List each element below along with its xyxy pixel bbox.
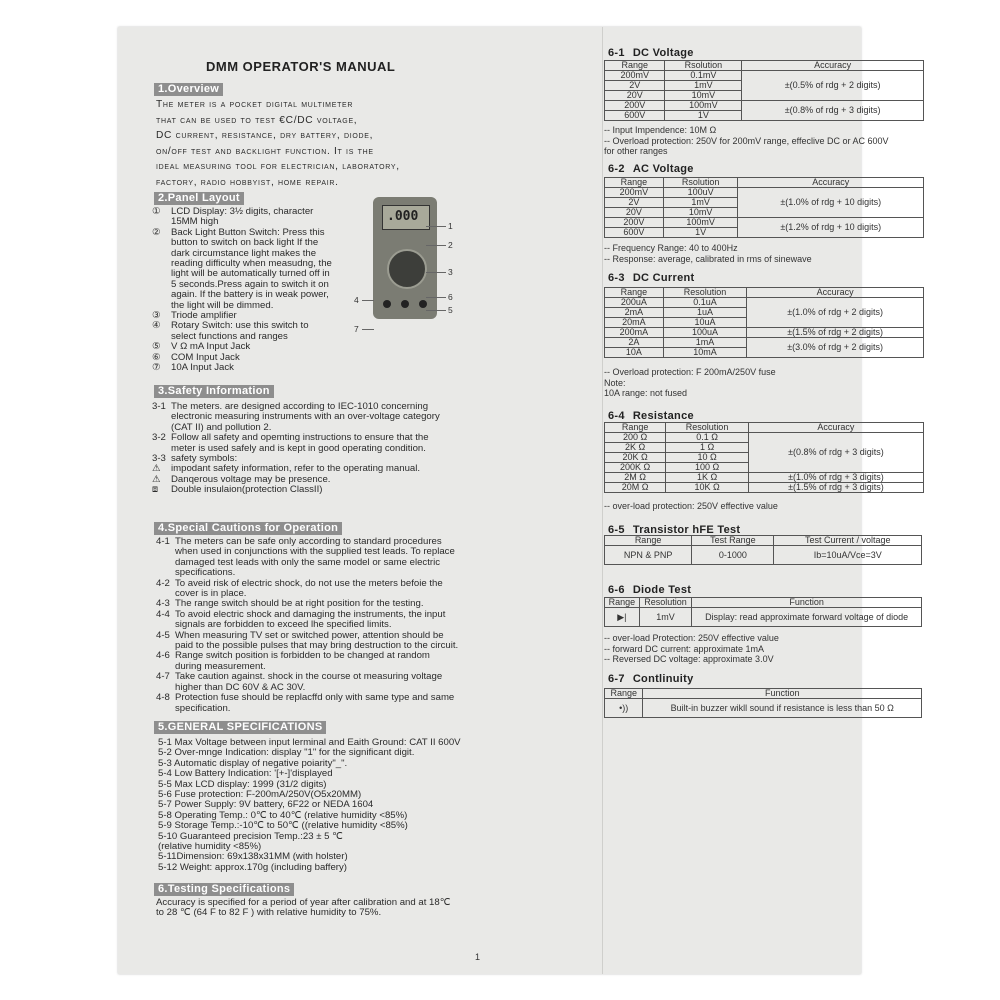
ac-voltage-heading: 6-2 AC Voltage: [608, 163, 694, 175]
note-line: 10A range: not fused: [604, 388, 688, 398]
safety-item-text: (CAT II) and pollution 2.: [171, 421, 272, 433]
panel-item-text: COM Input Jack: [171, 351, 240, 363]
range-cell: 20K Ω: [605, 453, 666, 463]
accuracy-cell: ±(0.8% of rdg + 3 digits): [748, 433, 923, 473]
safety-item: [152, 485, 497, 495]
resolution-cell: 0.1uA: [663, 298, 746, 308]
resolution-cell: 1 Ω: [666, 443, 749, 453]
safety-item-number: 3-1: [152, 401, 166, 412]
caution-item-text: Range switch position is forbidden to be changed at random: [175, 650, 430, 662]
column-header: Range: [605, 288, 664, 298]
table-header-row: [605, 689, 922, 699]
jack-icon: [401, 300, 409, 308]
range-cell: 600V: [605, 228, 664, 238]
resolution-cell: 10K Ω: [666, 483, 749, 493]
callout-line: [426, 310, 446, 311]
jack-icon: [383, 300, 391, 308]
range-cell: 2mA: [605, 308, 664, 318]
caution-item-number: 4-5: [156, 629, 170, 641]
general-spec-line: 5-6 Fuse protection: F-200mA/250V(O5x20MM): [158, 789, 362, 801]
table-cell: 1mV: [639, 608, 691, 627]
panel-item-number: ③: [152, 310, 161, 322]
general-spec-line: 5-5 Max LCD display: 1999 (31/2 digits): [158, 778, 327, 790]
panel-item-text: 5 seconds.Press again to switch it on: [171, 278, 329, 290]
callout-line: [426, 226, 446, 227]
panel-item: [152, 321, 367, 342]
continuity-table: [604, 688, 922, 718]
panel-item-number: ①: [152, 206, 161, 217]
dc-current-heading: 6-3 DC Current: [608, 272, 695, 284]
callout-line: [426, 245, 446, 246]
column-header: Range: [605, 178, 664, 188]
dc-voltage-heading: 6-1 DC Voltage: [608, 47, 694, 59]
general-spec-line: (relative humidity <85%): [158, 841, 262, 853]
accuracy-cell: ±(1.0% of rdg + 10 digits): [738, 188, 924, 218]
column-header: Test Current / voltage: [774, 536, 922, 546]
resolution-cell: 10 Ω: [666, 453, 749, 463]
resolution-cell: 100uV: [663, 188, 738, 198]
overview-line: on/off test and backlight function. It is the: [156, 145, 374, 157]
dc-voltage-table: [604, 60, 924, 121]
caution-item-number: 4-1: [156, 536, 170, 547]
table-cell: •)): [605, 699, 643, 718]
column-header: Rsolution: [665, 61, 742, 71]
caution-item: [156, 631, 501, 652]
safety-item-text: Danqerous voltage may be presence.: [171, 473, 331, 485]
overview-text: [156, 97, 486, 190]
caution-item-number: 4-7: [156, 671, 170, 683]
page-fold: [602, 27, 603, 974]
column-header: Function: [643, 689, 922, 699]
panel-item-text: the light will be dimmed.: [171, 299, 274, 311]
resistance-heading: 6-4 Resistance: [608, 410, 694, 422]
range-cell: 200 Ω: [605, 433, 666, 443]
table-cell: NPN & PNP: [605, 546, 692, 565]
caution-item-text: damaged test leads with only the same model or same electric: [175, 556, 441, 568]
caution-item-text: To avoid electric shock and damaging the instruments, the input: [175, 608, 446, 620]
table-row: [605, 338, 924, 348]
caution-item-text: specifications.: [175, 567, 236, 579]
table-header-row: [605, 598, 922, 608]
safety-item-text: safety symbols:: [171, 453, 238, 465]
callout-number: 2: [448, 240, 453, 250]
table-row: [605, 328, 924, 338]
caution-item-text: when used in conjunctions with the supplied test leads. To replace: [175, 546, 455, 558]
hfe-table: [604, 535, 922, 565]
range-cell: 2A: [605, 338, 664, 348]
caution-item-text: When measuring TV set or switched power, attention should be: [175, 629, 444, 641]
resolution-cell: 100mV: [663, 218, 738, 228]
caution-item-number: 4-8: [156, 692, 170, 704]
general-spec-line: 5-11Dimension: 69x138x31MM (with holster): [158, 851, 348, 863]
safety-item-number: 3-2: [152, 432, 166, 444]
cautions-list: [156, 537, 501, 714]
resolution-cell: 1mV: [663, 198, 738, 208]
overview-line: that can be used to test €C/DC voltage,: [156, 114, 358, 126]
resistance-table: [604, 422, 924, 493]
meter-lcd: [382, 205, 430, 230]
page-number: 1: [475, 952, 481, 962]
table-header-row: [605, 536, 922, 546]
caution-item-text: To aveid risk of electric shock, do not use the meters befoie the: [175, 577, 443, 589]
caution-item-number: 4-6: [156, 650, 170, 662]
accuracy-cell: ±(1.5% of rdg + 2 digits): [747, 328, 924, 338]
resolution-cell: 1V: [665, 111, 742, 121]
table-row: [605, 546, 922, 565]
safety-item-text: impodant safety information, refer to the operating manual.: [171, 463, 421, 475]
general-spec-text: [158, 738, 498, 873]
rotary-dial-icon: [387, 249, 427, 289]
panel-item: [152, 363, 367, 373]
cautions-heading: 4.Special Cautions for Operation: [154, 522, 342, 535]
resolution-cell: 0.1mV: [665, 71, 742, 81]
caution-item-number: 4-3: [156, 598, 170, 610]
callout-number: 4: [354, 295, 359, 305]
general-spec-line: 5-3 Automatic display of negative poiarity"_".: [158, 757, 348, 769]
table-cell: Built-in buzzer wikll sound if resistance is less than 50 Ω: [643, 699, 922, 718]
table-cell: Ib=10uA/Vce=3V: [774, 546, 922, 565]
panel-item-text: 15MM high: [171, 216, 219, 228]
safety-item-number: ⧈: [152, 484, 159, 496]
caution-item-text: cover is in place.: [175, 588, 247, 600]
panel-item-text: Rotary Switch: use this switch to: [171, 320, 309, 332]
panel-layout-list: [152, 207, 367, 374]
general-spec-heading: 5.GENERAL SPECIFICATIONS: [154, 721, 326, 734]
range-cell: 20V: [605, 208, 664, 218]
caution-item-text: Protection fuse should be replacffd only with same type and same: [175, 692, 455, 704]
table-row: [605, 608, 922, 627]
range-cell: 2M Ω: [605, 473, 666, 483]
table-cell: ▶|: [605, 608, 640, 627]
panel-item: [152, 207, 367, 228]
note-line: -- Reversed DC voltage: approximate 3.0V: [604, 654, 774, 664]
accuracy-cell: ±(1.2% of rdg + 10 digits): [738, 218, 924, 238]
safety-item-number: ⚠: [152, 473, 161, 485]
panel-item-number: ⑦: [152, 362, 161, 374]
panel-item-number: ④: [152, 320, 161, 332]
table-row: [605, 218, 924, 228]
range-cell: 2K Ω: [605, 443, 666, 453]
callout-line: [362, 329, 374, 330]
panel-item-number: ⑥: [152, 351, 161, 363]
caution-item-number: 4-2: [156, 577, 170, 589]
caution-item-text: signals are forbidden to exceed lhe specified limits.: [175, 619, 392, 631]
ac-voltage-notes: [604, 243, 812, 264]
note-line: -- over-load Protection: 250V effective value: [604, 633, 779, 643]
panel-item-text: button to switch on back light If the: [171, 237, 319, 249]
diode-heading: 6-6 Diode Test: [608, 584, 692, 596]
table-row: [605, 188, 924, 198]
table-row: [605, 483, 924, 493]
column-header: Function: [692, 598, 922, 608]
column-header: Range: [605, 423, 666, 433]
caution-item-text: paid to the possible pulses that may bring destruction to the circuit.: [175, 640, 459, 652]
safety-item-number: 3-3: [152, 453, 166, 465]
general-spec-line: 5-12 Weight: approx.170g (including baffery): [158, 861, 347, 873]
accuracy-cell: ±(1.5% of rdg + 3 digits): [748, 483, 923, 493]
safety-item-text: Double insulaion(protection ClassII): [171, 484, 323, 496]
panel-item: [152, 228, 367, 311]
caution-item: [156, 579, 501, 600]
dc-voltage-notes: [604, 125, 888, 157]
range-cell: 200V: [605, 101, 665, 111]
panel-item-text: V Ω mA Input Jack: [171, 341, 251, 353]
panel-item-number: ②: [152, 226, 161, 238]
safety-list: [152, 402, 497, 496]
hfe-heading: 6-5 Transistor hFE Test: [608, 524, 741, 536]
range-cell: 2V: [605, 198, 664, 208]
jack-icon: [419, 300, 427, 308]
panel-item-text: again. If the battery is in weak power,: [171, 289, 329, 301]
safety-item-number: ⚠: [152, 463, 161, 475]
caution-item: [156, 610, 501, 631]
resolution-cell: 0.1 Ω: [666, 433, 749, 443]
resolution-cell: 1uA: [663, 308, 746, 318]
caution-item-text: Take caution against. shock in the course ot measuring voltage: [175, 671, 443, 683]
callout-number: 1: [448, 221, 453, 231]
caution-item-text: during measurement.: [175, 660, 266, 672]
column-header: Range: [605, 61, 665, 71]
ac-voltage-table: [604, 177, 924, 238]
accuracy-cell: ±(1.0% of rdg + 3 digits): [748, 473, 923, 483]
general-spec-line: 5-1 Max Voltage between input lerminal and Eaith Ground: CAT II 600V: [158, 737, 461, 748]
continuity-heading: 6-7 Contlinuity: [608, 673, 694, 685]
general-spec-line: 5-7 Power Supply: 9V battery, 6F22 or NEDA 1604: [158, 799, 374, 811]
safety-item-text: The meters. are designed according to IEC-1010 concerning: [171, 401, 429, 412]
callout-number: 6: [448, 292, 453, 302]
diode-notes: [604, 633, 779, 665]
column-header: Resolution: [663, 288, 746, 298]
column-header: Rsolution: [663, 178, 738, 188]
column-header: Accuracy: [748, 423, 923, 433]
range-cell: 20M Ω: [605, 483, 666, 493]
general-spec-line: 5-2 Over-mnge Indication: display "1" for the significant digit.: [158, 747, 415, 759]
testing-spec-line: to 28 ℃ (64 F to 82 F ) with relative humidity to 75%.: [156, 907, 382, 919]
panel-item-text: Triode amplifier: [171, 310, 237, 322]
note-line: Note:: [604, 377, 626, 388]
range-cell: 200K Ω: [605, 463, 666, 473]
column-header: Resolution: [666, 423, 749, 433]
panel-item-number: ⑤: [152, 341, 161, 353]
column-header: Accuracy: [742, 61, 924, 71]
panel-layout-heading: 2.Panel Layout: [154, 192, 244, 205]
panel-item-text: select functions and ranges: [171, 330, 288, 342]
callout-line: [362, 300, 374, 301]
caution-item-text: specification.: [175, 702, 231, 714]
column-header: Accuracy: [747, 288, 924, 298]
general-spec-line: 5-8 Operating Temp.: 0℃ to 40℃ (relative humidity <85%): [158, 809, 408, 821]
range-cell: 200mA: [605, 328, 664, 338]
column-header: Range: [605, 598, 640, 608]
resolution-cell: 1K Ω: [666, 473, 749, 483]
range-cell: 2V: [605, 81, 665, 91]
overview-line: ideal measuring tool for electrician, laboratory,: [156, 161, 400, 172]
overview-line: DC current, resistance, dry battery, diode,: [156, 130, 374, 141]
page-title: DMM OPERATOR'S MANUAL: [206, 59, 396, 74]
resistance-notes: [604, 501, 778, 512]
table-cell: 0-1000: [692, 546, 774, 565]
panel-item-text: 10A Input Jack: [171, 362, 234, 374]
column-header: Test Range: [692, 536, 774, 546]
table-row: [605, 71, 924, 81]
resolution-cell: 100mV: [665, 101, 742, 111]
safety-item-text: meter is used safely and is kept in good operating condition.: [171, 442, 426, 454]
callout-line: [426, 297, 446, 298]
dc-current-notes: [604, 367, 776, 399]
note-line: -- Input Impendence: 10M Ω: [604, 125, 717, 135]
panel-item-text: Back Light Button Switch: Press this: [171, 226, 325, 238]
range-cell: 20mA: [605, 318, 664, 328]
resolution-cell: 100uA: [663, 328, 746, 338]
resolution-cell: 1V: [663, 228, 738, 238]
overview-heading: 1.Overview: [154, 83, 223, 96]
callout-number: 7: [354, 324, 359, 334]
panel-item-text: reading difficulty when measudng, the: [171, 258, 332, 270]
callout-number: 5: [448, 305, 453, 315]
general-spec-line: 5-10 Guaranteed precision Temp.:23 ± 5 ℃: [158, 830, 343, 842]
table-row: [605, 298, 924, 308]
accuracy-cell: ±(0.5% of rdg + 2 digits): [742, 71, 924, 101]
resolution-cell: 10mV: [665, 91, 742, 101]
table-header-row: [605, 423, 924, 433]
note-line: -- over-load protection: 250V effective value: [604, 501, 778, 511]
note-line: -- Overload protection: 250V for 200mV range, effeclive DC or AC 600V: [604, 135, 889, 146]
column-header: Resolution: [639, 598, 691, 608]
caution-item: [156, 693, 501, 714]
note-line: -- Overload protection: F 200mA/250V fuse: [604, 367, 776, 377]
caution-item: [156, 672, 501, 693]
panel-item-text: LCD Display: 3½ digits, character: [171, 206, 314, 217]
safety-item: [152, 402, 497, 433]
range-cell: 200mV: [605, 188, 664, 198]
table-header-row: [605, 288, 924, 298]
general-spec-line: 5-4 Low Battery Indication: '[+-]'displayed: [158, 768, 333, 780]
range-cell: 20V: [605, 91, 665, 101]
table-header-row: [605, 61, 924, 71]
safety-item: [152, 433, 497, 454]
meter-illustration: [373, 197, 437, 319]
accuracy-cell: ±(1.0% of rdg + 2 digits): [747, 298, 924, 328]
table-row: [605, 433, 924, 443]
resolution-cell: 1mA: [663, 338, 746, 348]
accuracy-cell: ±(0.8% of rdg + 3 digits): [742, 101, 924, 121]
table-row: [605, 473, 924, 483]
column-header: Accuracy: [738, 178, 924, 188]
resolution-cell: 1mV: [665, 81, 742, 91]
diode-table: [604, 597, 922, 627]
caution-item-text: The range switch should be at right position for the testing.: [175, 598, 424, 610]
testing-spec-line: Accuracy is specified for a period of year after calibration and at 18℃: [156, 897, 451, 908]
range-cell: 600V: [605, 111, 665, 121]
callout-line: [426, 272, 446, 273]
safety-heading: 3.Safety Information: [154, 385, 274, 398]
callout-number: 3: [448, 267, 453, 277]
accuracy-cell: ±(3.0% of rdg + 2 digits): [747, 338, 924, 358]
caution-item: [156, 651, 501, 672]
note-line: -- Frequency Range: 40 to 400Hz: [604, 243, 738, 253]
table-cell: Display: read approximate forward voltage of diode: [692, 608, 922, 627]
table-header-row: [605, 178, 924, 188]
note-line: -- Response: average, calibrated in rms of sinewave: [604, 253, 812, 264]
column-header: Range: [605, 536, 692, 546]
safety-item-text: Follow all safety and opemting instructions to ensure that the: [171, 432, 429, 444]
caution-item-text: The meters can be safe only according to standard procedures: [175, 536, 442, 547]
range-cell: 200mV: [605, 71, 665, 81]
note-line: -- forward DC current: approximate 1mA: [604, 643, 765, 654]
resolution-cell: 10mV: [663, 208, 738, 218]
caution-item-text: higher than DC 60V & AC 30V.: [175, 681, 306, 693]
panel-item-text: dark circumstance light makes the: [171, 247, 317, 259]
column-header: Range: [605, 689, 643, 699]
resolution-cell: 100 Ω: [666, 463, 749, 473]
range-cell: 200uA: [605, 298, 664, 308]
range-cell: 200V: [605, 218, 664, 228]
table-row: [605, 101, 924, 111]
caution-item-number: 4-4: [156, 608, 170, 620]
overview-line: The meter is a pocket digital multimeter: [156, 99, 354, 110]
range-cell: 10A: [605, 348, 664, 358]
resolution-cell: 10mA: [663, 348, 746, 358]
caution-item: [156, 537, 501, 579]
dc-current-table: [604, 287, 924, 358]
resolution-cell: 10uA: [663, 318, 746, 328]
panel-item-text: light will be automatically turned off in: [171, 268, 330, 280]
meter-lcd-digits: .000: [387, 209, 419, 224]
note-line: for other ranges: [604, 146, 668, 156]
manual-page: [118, 27, 909, 974]
overview-line: factory, radio hobbyist, home repair.: [156, 176, 339, 188]
testing-spec-heading: 6.Testing Specifications: [154, 883, 294, 896]
safety-item-text: electronic measuring instruments with an over-voltage category: [171, 411, 440, 423]
general-spec-line: 5-9 Storage Temp.:-10℃ to 50℃ ((relative humidity <85%): [158, 820, 408, 832]
testing-spec-text: [156, 898, 501, 919]
table-row: [605, 699, 922, 718]
